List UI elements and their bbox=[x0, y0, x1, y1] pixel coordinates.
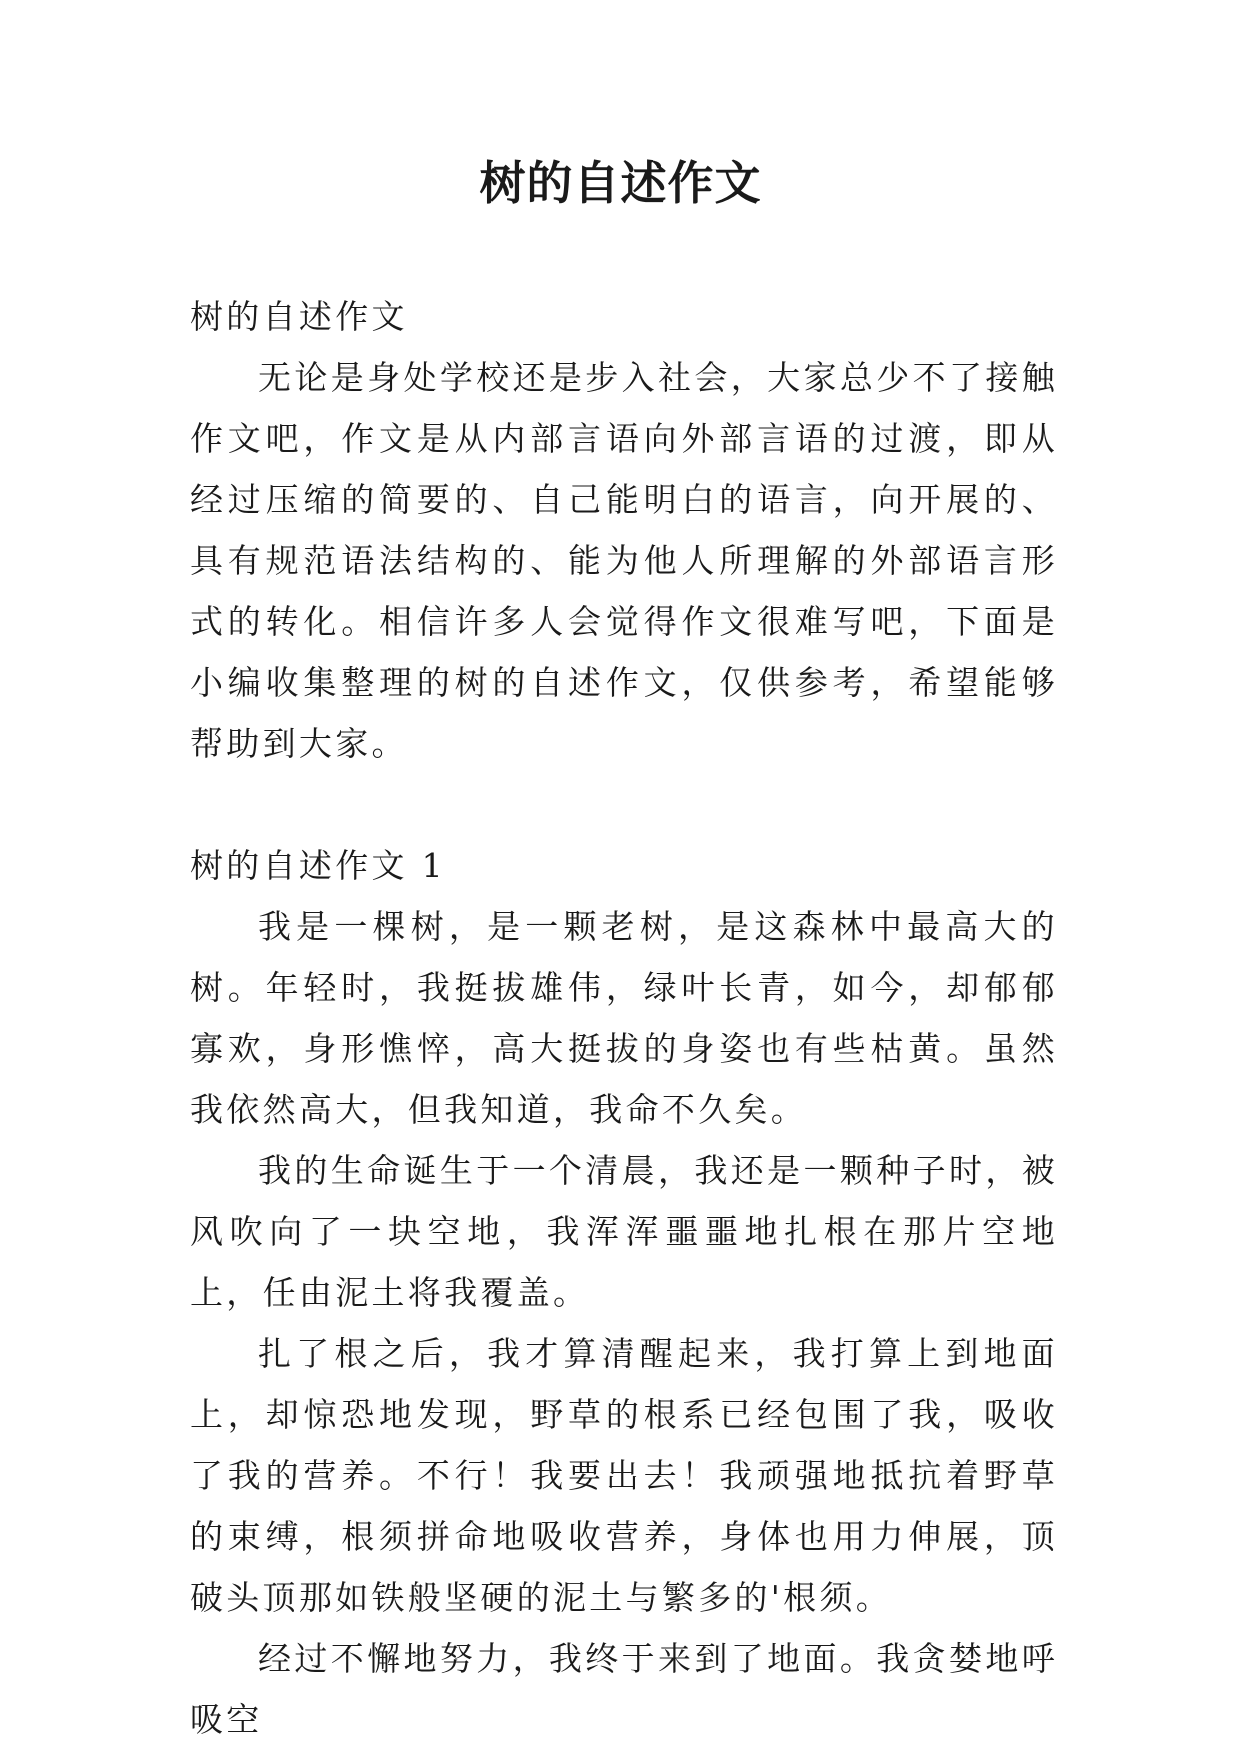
document-body bbox=[190, 286, 1058, 1750]
intro-heading: 树的自述作文 bbox=[190, 297, 408, 336]
essay-1-paragraph: 我是一棵树，是一颗老树，是这森林中最高大的树。年轻时，我挺拔雄伟，绿叶长青，如今，却郁郁寡欢，身形憔悴，高大挺拔的身姿也有些枯黄。虽然我依然高大，但我知道，我命不久矣。 bbox=[190, 907, 1058, 1129]
document-title: 树的自述作文 bbox=[479, 156, 762, 210]
essay-1-paragraph: 扎了根之后，我才算清醒起来，我打算上到地面上，却惊恐地发现，野草的根系已经包围了我，吸收了我的营养。不行！我要出去！我顽强地抵抗着野草的束缚，根须拼命地吸收营养，身体也用力伸展，顶破头顶那如铁般坚硬的泥土与繁多的'根须。 bbox=[190, 1334, 1058, 1617]
section-spacer bbox=[190, 774, 1058, 835]
essay-1-paragraph: 经过不懈地努力，我终于来到了地面。我贪婪地呼吸空 bbox=[190, 1639, 1058, 1739]
essay-1-paragraph: 我的生命诞生于一个清晨，我还是一颗种子时，被风吹向了一块空地，我浑浑噩噩地扎根在那片空地上，任由泥土将我覆盖。 bbox=[190, 1151, 1058, 1312]
essay-1-heading: 树的自述作文 1 bbox=[190, 846, 446, 885]
intro-paragraph: 无论是身处学校还是步入社会，大家总少不了接触作文吧，作文是从内部言语向外部言语的过渡，即从经过压缩的简要的、自己能明白的语言，向开展的、具有规范语法结构的、能为他人所理解的外部语言形式的转化。相信许多人会觉得作文很难写吧，下面是小编收集整理的树的自述作文，仅供参考，希望能够帮助到大家。 bbox=[190, 358, 1058, 763]
